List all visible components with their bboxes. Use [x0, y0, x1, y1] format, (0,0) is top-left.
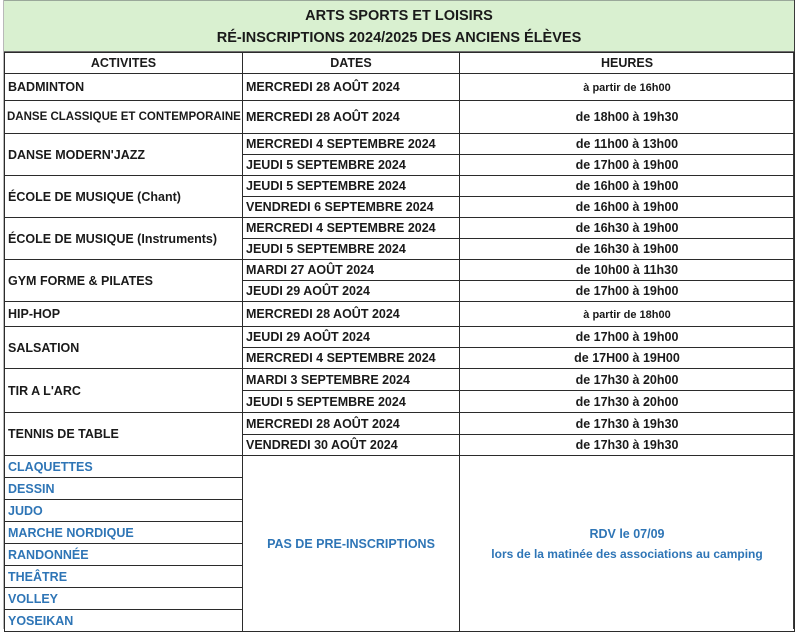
hours-cell[interactable]	[460, 302, 795, 327]
table-row	[5, 134, 795, 155]
hours-cell[interactable]: de 16h30 à 19h00	[460, 218, 795, 239]
table-row	[5, 302, 795, 327]
date-cell[interactable]: MERCREDI 4 SEPTEMBRE 2024	[243, 134, 460, 155]
hours-cell[interactable]: de 11h00 à 13h00	[460, 134, 795, 155]
title-reinscriptions: RÉ-INSCRIPTIONS 2024/2025 DES ANCIENS ÉLÈVES	[216, 30, 582, 46]
column-header-dates: DATES	[243, 53, 460, 74]
spreadsheet	[3, 0, 795, 629]
date-cell[interactable]: MERCREDI 28 AOÛT 2024	[243, 101, 460, 134]
table-row	[5, 101, 795, 134]
hours-cell[interactable]: de 16h00 à 19h00	[460, 197, 795, 218]
rdv-note[interactable]	[460, 456, 795, 632]
table-row	[5, 74, 795, 101]
date-cell[interactable]: MERCREDI 4 SEPTEMBRE 2024	[243, 348, 460, 369]
column-header-heures: HEURES	[460, 53, 795, 74]
activity-cell-no-prereg[interactable]: VOLLEY	[5, 588, 243, 610]
hours-cell[interactable]: de 17h30 à 19h30	[460, 435, 795, 456]
date-cell[interactable]: MERCREDI 28 AOÛT 2024	[243, 74, 460, 101]
table-row	[5, 413, 795, 435]
activity-cell[interactable]: ÉCOLE DE MUSIQUE (Instruments)	[5, 218, 243, 260]
activity-cell[interactable]: ÉCOLE DE MUSIQUE (Chant)	[5, 176, 243, 218]
date-cell[interactable]: MERCREDI 28 AOÛT 2024	[243, 302, 460, 327]
activity-cell[interactable]: DANSE CLASSIQUE ET CONTEMPORAINE	[5, 101, 243, 134]
activity-cell-no-prereg[interactable]: YOSEIKAN	[5, 610, 243, 632]
table-row	[5, 218, 795, 239]
activity-cell[interactable]: GYM FORME & PILATES	[5, 260, 243, 302]
activity-cell-no-prereg[interactable]: THEÂTRE	[5, 566, 243, 588]
date-cell[interactable]: MERCREDI 4 SEPTEMBRE 2024	[243, 218, 460, 239]
header-row	[5, 53, 795, 74]
table-row	[5, 260, 795, 281]
title-association: ARTS SPORTS ET LOISIRS	[305, 8, 493, 24]
activity-cell[interactable]: TENNIS DE TABLE	[5, 413, 243, 456]
hours-cell[interactable]: de 17h30 à 20h00	[460, 391, 795, 413]
date-cell[interactable]: MERCREDI 28 AOÛT 2024	[243, 413, 460, 435]
date-cell[interactable]: VENDREDI 6 SEPTEMBRE 2024	[243, 197, 460, 218]
hours-cell[interactable]	[460, 74, 795, 101]
hours-cell[interactable]: de 17H00 à 19H00	[460, 348, 795, 369]
hours-text: à partir de 18h00	[583, 309, 671, 321]
activity-cell-no-prereg[interactable]: DESSIN	[5, 478, 243, 500]
hours-cell[interactable]: de 17h00 à 19h00	[460, 155, 795, 176]
hours-cell[interactable]: de 17h30 à 20h00	[460, 369, 795, 391]
activity-cell-no-prereg[interactable]: JUDO	[5, 500, 243, 522]
activity-cell[interactable]: BADMINTON	[5, 74, 243, 101]
hours-cell[interactable]: de 17h00 à 19h00	[460, 281, 795, 302]
title-band	[4, 0, 794, 52]
activity-cell[interactable]: TIR A L'ARC	[5, 369, 243, 413]
activity-cell[interactable]: SALSATION	[5, 327, 243, 369]
date-cell[interactable]: MARDI 3 SEPTEMBRE 2024	[243, 369, 460, 391]
date-cell[interactable]: JEUDI 5 SEPTEMBRE 2024	[243, 155, 460, 176]
date-cell[interactable]: JEUDI 29 AOÛT 2024	[243, 281, 460, 302]
date-cell[interactable]: JEUDI 29 AOÛT 2024	[243, 327, 460, 348]
date-cell[interactable]: JEUDI 5 SEPTEMBRE 2024	[243, 176, 460, 197]
activity-cell[interactable]: HIP-HOP	[5, 302, 243, 327]
activity-cell-no-prereg[interactable]: CLAQUETTES	[5, 456, 243, 478]
activity-cell[interactable]: DANSE MODERN'JAZZ	[5, 134, 243, 176]
hours-cell[interactable]: de 18h00 à 19h30	[460, 101, 795, 134]
table-row	[5, 369, 795, 391]
hours-cell[interactable]: de 17h00 à 19h00	[460, 327, 795, 348]
column-header-activites: ACTIVITES	[5, 53, 243, 74]
table-row	[5, 176, 795, 197]
rdv-date: RDV le 07/09	[589, 526, 665, 541]
activity-cell-no-prereg[interactable]: RANDONNÉE	[5, 544, 243, 566]
table-row	[5, 456, 795, 478]
hours-cell[interactable]: de 10h00 à 11h30	[460, 260, 795, 281]
schedule-table	[4, 52, 795, 632]
no-preregistration-note[interactable]: PAS DE PRE-INSCRIPTIONS	[243, 456, 460, 632]
schedule-body	[5, 74, 795, 632]
date-cell[interactable]: VENDREDI 30 AOÛT 2024	[243, 435, 460, 456]
date-cell[interactable]: MARDI 27 AOÛT 2024	[243, 260, 460, 281]
rdv-location: lors de la matinée des associations au camping	[491, 546, 763, 561]
hours-cell[interactable]: de 16h30 à 19h00	[460, 239, 795, 260]
activity-cell-no-prereg[interactable]: MARCHE NORDIQUE	[5, 522, 243, 544]
table-row	[5, 327, 795, 348]
date-cell[interactable]: JEUDI 5 SEPTEMBRE 2024	[243, 391, 460, 413]
hours-text: à partir de 16h00	[583, 82, 671, 94]
date-cell[interactable]: JEUDI 5 SEPTEMBRE 2024	[243, 239, 460, 260]
hours-cell[interactable]: de 17h30 à 19h30	[460, 413, 795, 435]
hours-cell[interactable]: de 16h00 à 19h00	[460, 176, 795, 197]
